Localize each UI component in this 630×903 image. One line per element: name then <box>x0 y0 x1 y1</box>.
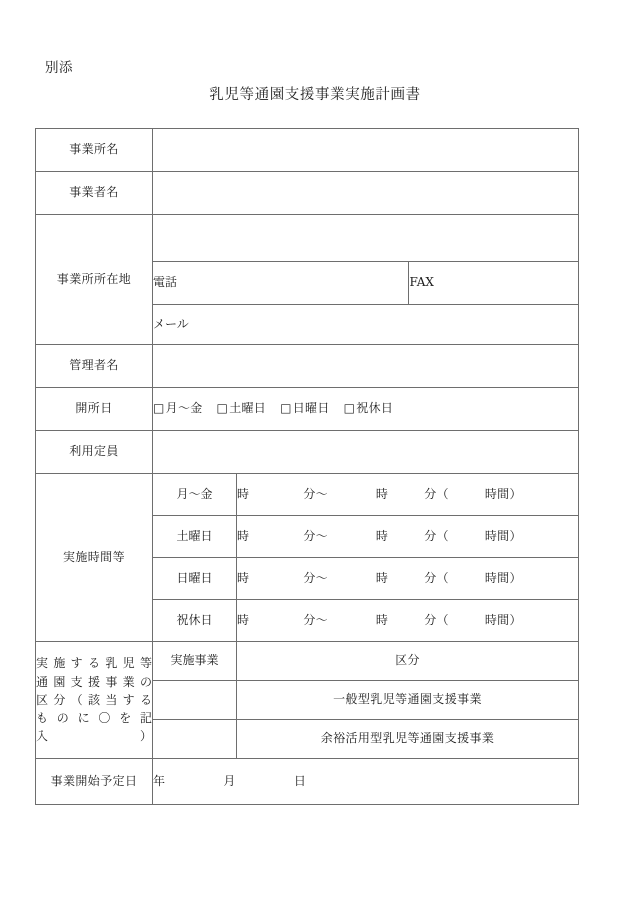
checkbox-icon: □ <box>153 401 165 416</box>
field-category-mark-surplus[interactable] <box>153 720 237 759</box>
service-hours-value[interactable] <box>237 600 579 642</box>
minute-end: 分（ <box>424 486 449 501</box>
checkbox-option-weekday[interactable] <box>153 401 203 415</box>
label-start-date: 事業開始予定日 <box>36 759 153 805</box>
label-operator-name: 事業者名 <box>36 172 153 215</box>
minute-start: 分〜 <box>303 612 328 627</box>
table-row-office-address <box>36 215 579 345</box>
year-label: 年 <box>153 773 166 788</box>
field-telephone[interactable]: 電話 <box>153 262 409 305</box>
office-address-group <box>153 215 579 345</box>
duration: 時間） <box>484 612 522 627</box>
label-service-category <box>36 642 153 759</box>
service-category-label-line: 区分（該当する <box>36 692 152 707</box>
minute-end: 分（ <box>424 612 449 627</box>
category-name-surplus: 余裕活用型乳児等通園支援事業 <box>237 720 579 759</box>
checkbox-option-holiday[interactable] <box>344 401 394 415</box>
service-category-label-line: ものに〇を記 <box>36 711 152 726</box>
label-office-name: 事業所名 <box>36 129 153 172</box>
checkbox-label: 土曜日 <box>229 401 267 416</box>
field-manager-name[interactable] <box>153 345 579 388</box>
label-office-address: 事業所所在地 <box>36 215 153 345</box>
label-capacity: 利用定員 <box>36 431 153 474</box>
address-contact-row <box>153 262 578 305</box>
table-row-operator-name <box>36 172 579 215</box>
field-mail[interactable]: メール <box>153 316 189 331</box>
minute-start: 分〜 <box>303 570 328 585</box>
address-mail-row <box>153 305 578 345</box>
checkbox-option-saturday[interactable] <box>217 401 267 415</box>
table-row-service-hours-weekday <box>36 474 579 516</box>
minute-end: 分（ <box>424 528 449 543</box>
service-category-label-line: 入） <box>36 729 152 744</box>
checkbox-icon: □ <box>343 401 356 416</box>
month-label: 月 <box>223 773 236 788</box>
service-category-label-line: 実施する乳児等 <box>36 656 152 671</box>
label-manager-name: 管理者名 <box>36 345 153 388</box>
hour-end: 時 <box>375 570 389 585</box>
table-row-capacity <box>36 431 579 474</box>
service-category-label-line: 通園支援事業の <box>36 674 152 689</box>
service-hours-value[interactable] <box>237 558 579 600</box>
table-row-start-date <box>36 759 579 805</box>
checkbox-icon: □ <box>280 401 292 416</box>
checkbox-label: 祝休日 <box>356 401 394 416</box>
minute-end: 分（ <box>424 570 449 585</box>
hour-start: 時 <box>237 612 250 627</box>
day-label: 日 <box>293 773 307 788</box>
header-implementing-business: 実施事業 <box>153 642 237 681</box>
implementation-plan-form <box>35 128 579 805</box>
minute-start: 分〜 <box>303 486 328 501</box>
field-start-date[interactable] <box>153 759 579 805</box>
duration: 時間） <box>484 528 522 543</box>
service-hours-day: 土曜日 <box>153 516 237 558</box>
table-row-service-category-header <box>36 642 579 681</box>
field-category-mark-general[interactable] <box>153 681 237 720</box>
table-row-manager-name <box>36 345 579 388</box>
hour-end: 時 <box>375 612 389 627</box>
label-open-days: 開所日 <box>36 388 153 431</box>
field-capacity[interactable] <box>153 431 579 474</box>
service-hours-day: 日曜日 <box>153 558 237 600</box>
duration: 時間） <box>484 570 522 585</box>
checkbox-label: 月〜金 <box>165 401 203 416</box>
checkbox-label: 日曜日 <box>292 401 330 416</box>
service-hours-value[interactable] <box>237 474 579 516</box>
field-open-days <box>153 388 579 431</box>
table-row-office-name <box>36 129 579 172</box>
field-office-name[interactable] <box>153 129 579 172</box>
hour-start: 時 <box>237 570 250 585</box>
hour-end: 時 <box>375 486 389 501</box>
service-hours-value[interactable] <box>237 516 579 558</box>
checkbox-option-sunday[interactable] <box>280 401 330 415</box>
category-name-general: 一般型乳児等通園支援事業 <box>237 681 579 720</box>
page-title: 乳児等通園支援事業実施計画書 <box>209 87 421 103</box>
address-blank-row <box>153 215 578 262</box>
field-fax[interactable]: FAX <box>409 262 578 305</box>
header-category: 区分 <box>237 642 579 681</box>
duration: 時間） <box>484 486 522 501</box>
hour-start: 時 <box>237 528 250 543</box>
table-row-open-days <box>36 388 579 431</box>
attachment-label: 別添 <box>45 60 73 76</box>
hour-end: 時 <box>375 528 389 543</box>
hour-start: 時 <box>237 486 250 501</box>
label-service-hours: 実施時間等 <box>36 474 153 642</box>
field-operator-name[interactable] <box>153 172 579 215</box>
field-office-address[interactable] <box>153 215 578 262</box>
service-hours-day: 祝休日 <box>153 600 237 642</box>
minute-start: 分〜 <box>303 528 328 543</box>
service-hours-day: 月〜金 <box>153 474 237 516</box>
checkbox-icon: □ <box>216 401 229 416</box>
